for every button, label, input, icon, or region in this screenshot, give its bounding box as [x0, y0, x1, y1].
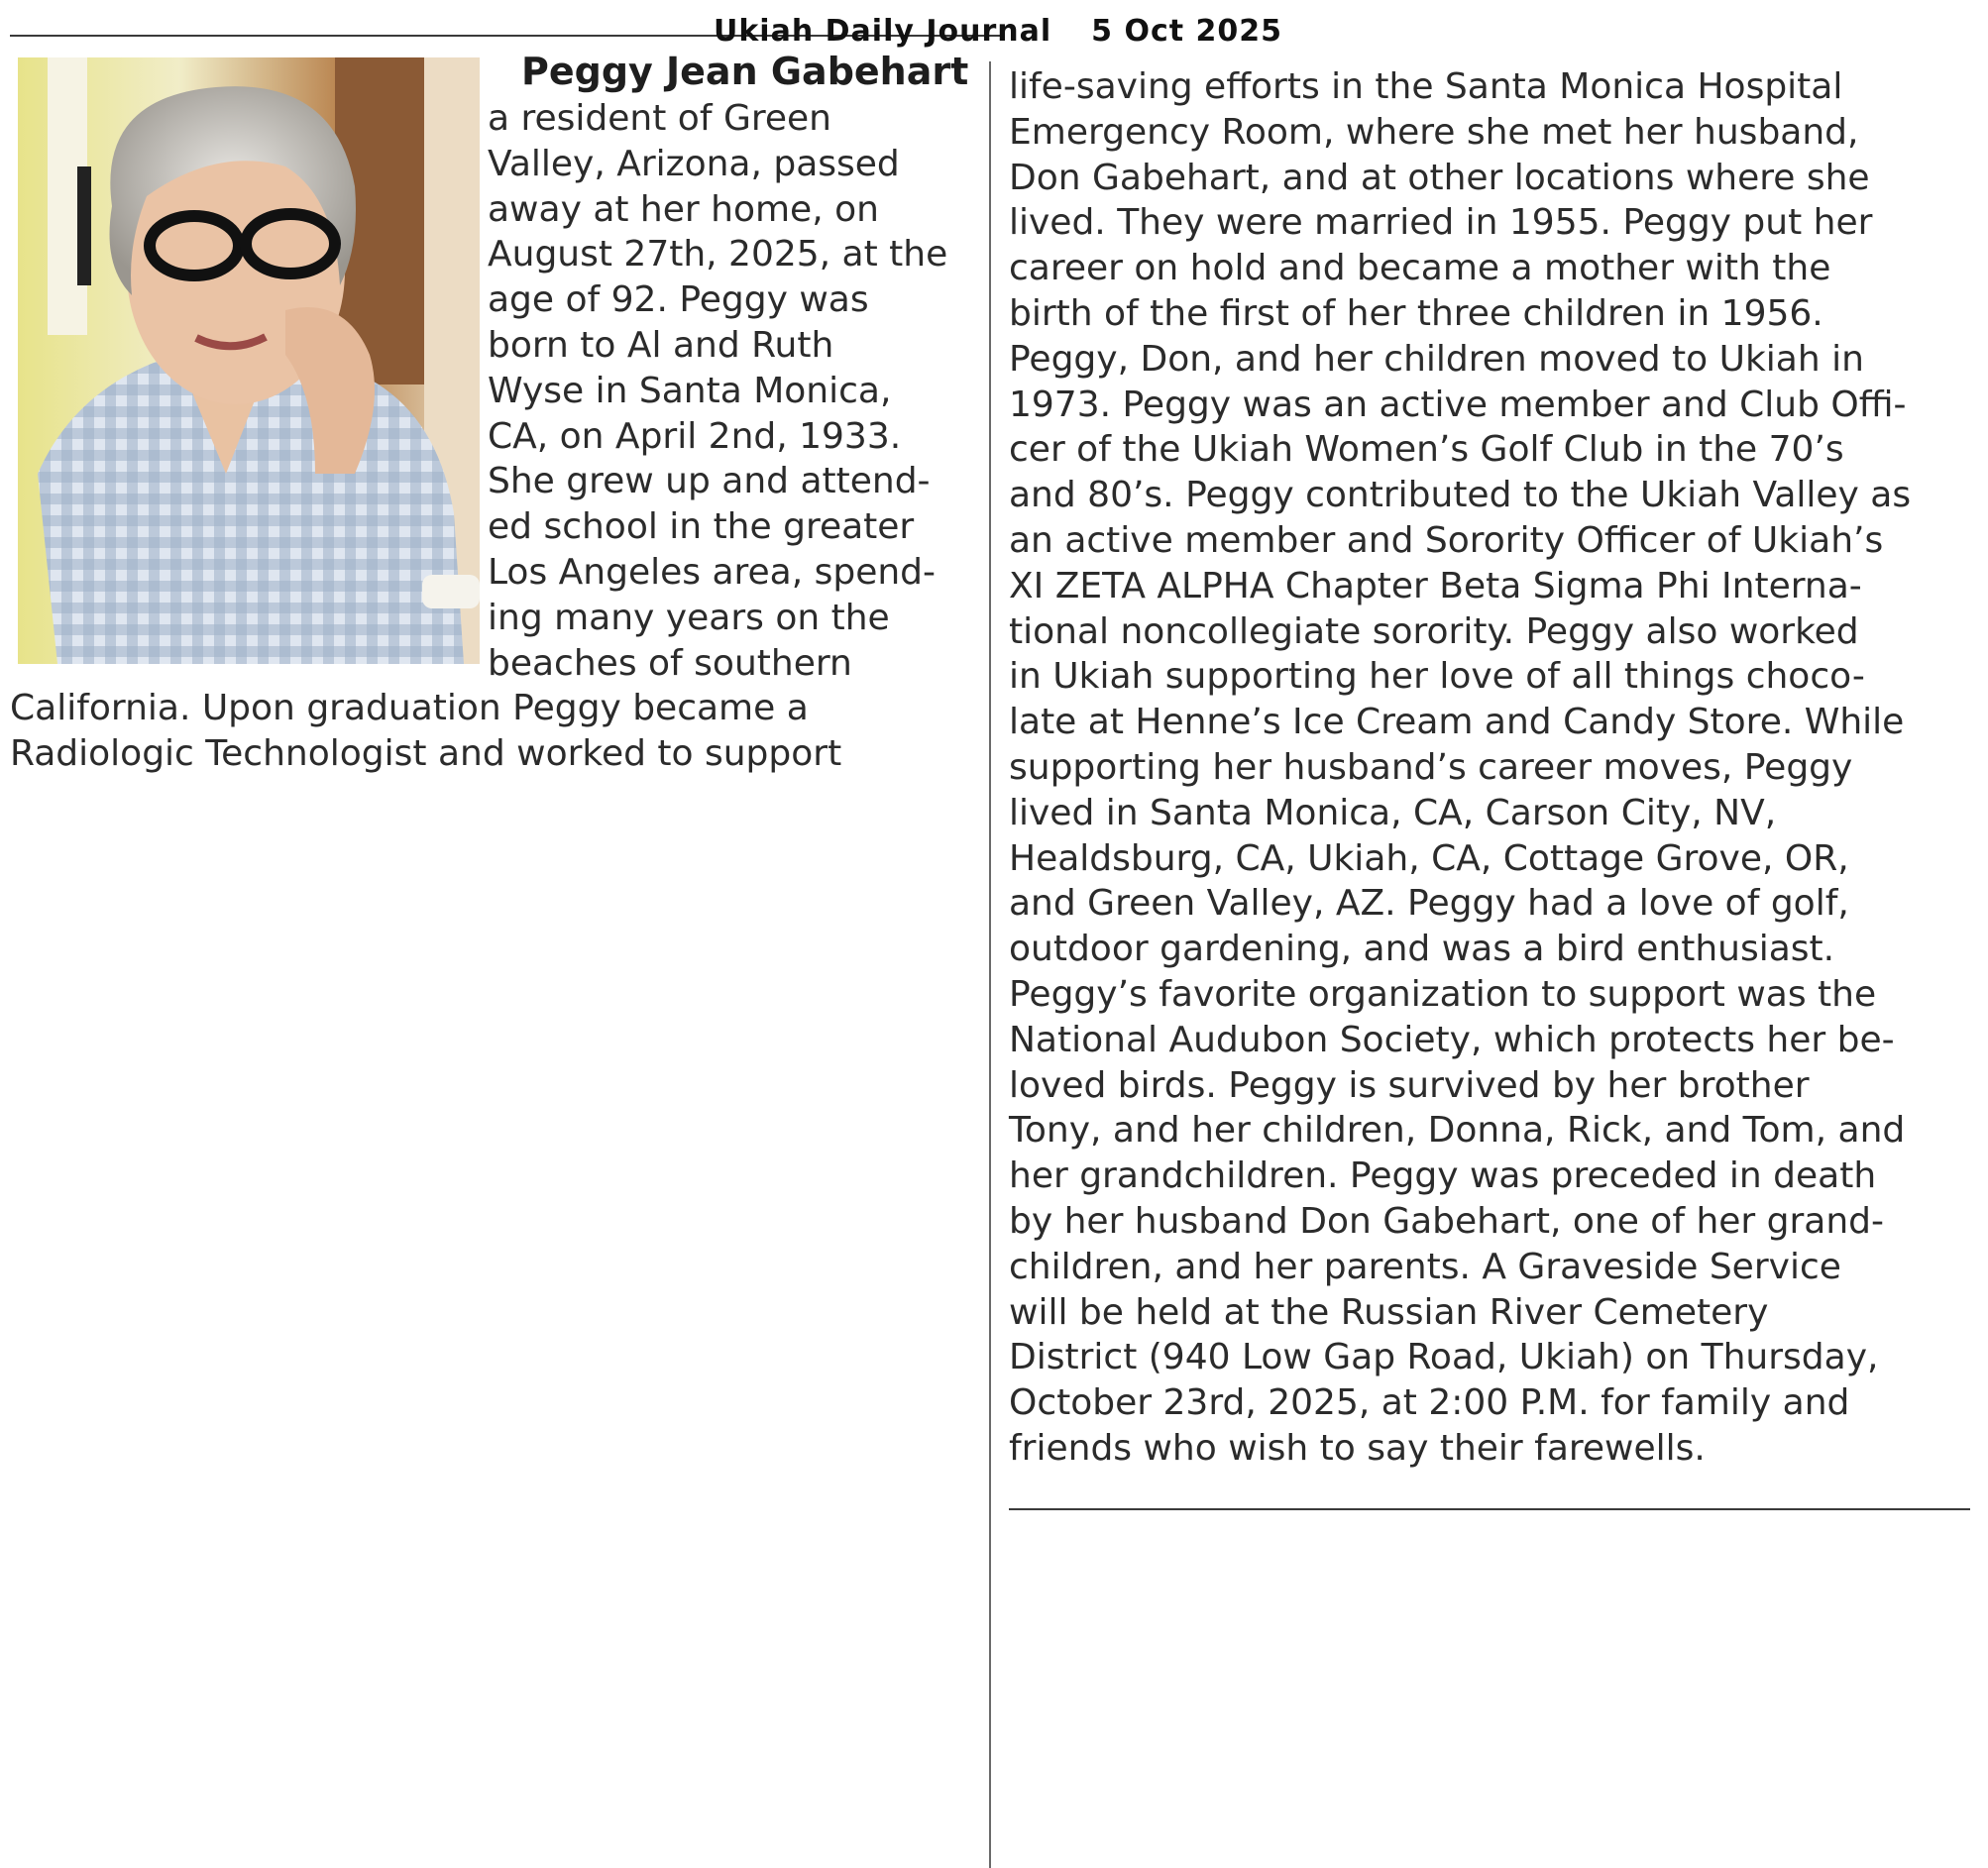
text-line: October 23rd, 2025, at 2:00 P.M. for family and: [1009, 1382, 1850, 1424]
text-line: She grew up and attend-: [488, 461, 931, 502]
text-line: a resident of Green: [488, 98, 831, 139]
text-line: Valley, Arizona, passed: [488, 143, 900, 184]
obituary-name: Peggy Jean Gabehart: [521, 50, 969, 93]
text-line: ing many years on the: [488, 597, 890, 638]
text-line: Radiologic Technologist and worked to support: [10, 732, 842, 774]
text-line: her grandchildren. Peggy was preceded in death: [1009, 1155, 1877, 1197]
text-line: and 80’s. Peggy contributed to the Ukiah Valley as: [1009, 475, 1912, 516]
text-line: XI ZETA ALPHA Chapter Beta Sigma Phi Interna-: [1009, 565, 1862, 606]
text-line: life-saving efforts in the Santa Monica Hospital: [1009, 66, 1843, 107]
text-line: late at Henne’s Ice Cream and Candy Store. While: [1009, 702, 1905, 743]
masthead-date: 5 Oct 2025: [1091, 14, 1283, 49]
text-line: tional noncollegiate sorority. Peggy also worked: [1009, 610, 1859, 652]
text-line: loved birds. Peggy is survived by her brother: [1009, 1064, 1810, 1106]
text-line: children, and her parents. A Graveside Service: [1009, 1246, 1841, 1287]
text-line: Don Gabehart, and at other locations where she: [1009, 157, 1870, 198]
text-line: in Ukiah supporting her love of all things choco-: [1009, 656, 1865, 698]
text-line: born to Al and Ruth: [488, 324, 834, 366]
text-line: California. Upon graduation Peggy became a: [10, 688, 809, 728]
text-line: supporting her husband’s career moves, Peggy: [1009, 746, 1853, 788]
obituary-text-left-lower: [10, 686, 841, 777]
text-line: beaches of southern: [488, 642, 852, 684]
text-line: Wyse in Santa Monica,: [488, 370, 892, 411]
end-rule: [1009, 1508, 1970, 1510]
text-line: lived in Santa Monica, CA, Carson City, NV,: [1009, 792, 1777, 833]
text-line: outdoor gardening, and was a bird enthusiast.: [1009, 929, 1835, 970]
text-line: career on hold and became a mother with the: [1009, 248, 1831, 289]
text-line: birth of the first of her three children in 1956.: [1009, 292, 1823, 334]
text-line: friends who wish to say their farewells.: [1009, 1427, 1706, 1469]
text-line: 1973. Peggy was an active member and Club Offi-: [1009, 384, 1907, 425]
text-line: age of 92. Peggy was: [488, 279, 869, 321]
text-line: Tony, and her children, Donna, Rick, and Tom, and: [1009, 1110, 1906, 1152]
text-line: CA, on April 2nd, 1933.: [488, 415, 902, 457]
obituary-text-right-column: [1009, 64, 1911, 1472]
text-line: Los Angeles area, spend-: [488, 551, 937, 593]
text-line: August 27th, 2025, at the: [488, 234, 948, 275]
column-divider: [989, 61, 991, 1868]
text-line: Peggy, Don, and her children moved to Ukiah in: [1009, 338, 1864, 380]
text-line: an active member and Sorority Officer of Ukiah’s: [1009, 519, 1884, 561]
text-line: and Green Valley, AZ. Peggy had a love of golf,: [1009, 883, 1849, 925]
masthead-paper-name: Ukiah Daily Journal: [714, 14, 1052, 49]
text-line: National Audubon Society, which protects her be-: [1009, 1019, 1895, 1060]
text-line: District (940 Low Gap Road, Ukiah) on Thursday,: [1009, 1337, 1879, 1378]
text-line: cer of the Ukiah Women’s Golf Club in the 70’s: [1009, 429, 1844, 471]
obituary-text-left-upper: [488, 96, 947, 686]
text-line: Emergency Room, where she met her husband,: [1009, 111, 1859, 153]
text-line: away at her home, on: [488, 188, 879, 230]
text-line: ed school in the greater: [488, 506, 915, 548]
text-line: will be held at the Russian River Cemetery: [1009, 1291, 1769, 1333]
text-line: Healdsburg, CA, Ukiah, CA, Cottage Grove, OR,: [1009, 837, 1849, 879]
portrait-photo: [18, 57, 480, 664]
text-line: by her husband Don Gabehart, one of her grand-: [1009, 1200, 1885, 1242]
text-line: Peggy’s favorite organization to support was the: [1009, 973, 1877, 1015]
text-line: lived. They were married in 1955. Peggy put her: [1009, 202, 1873, 244]
masthead: [714, 14, 1282, 49]
